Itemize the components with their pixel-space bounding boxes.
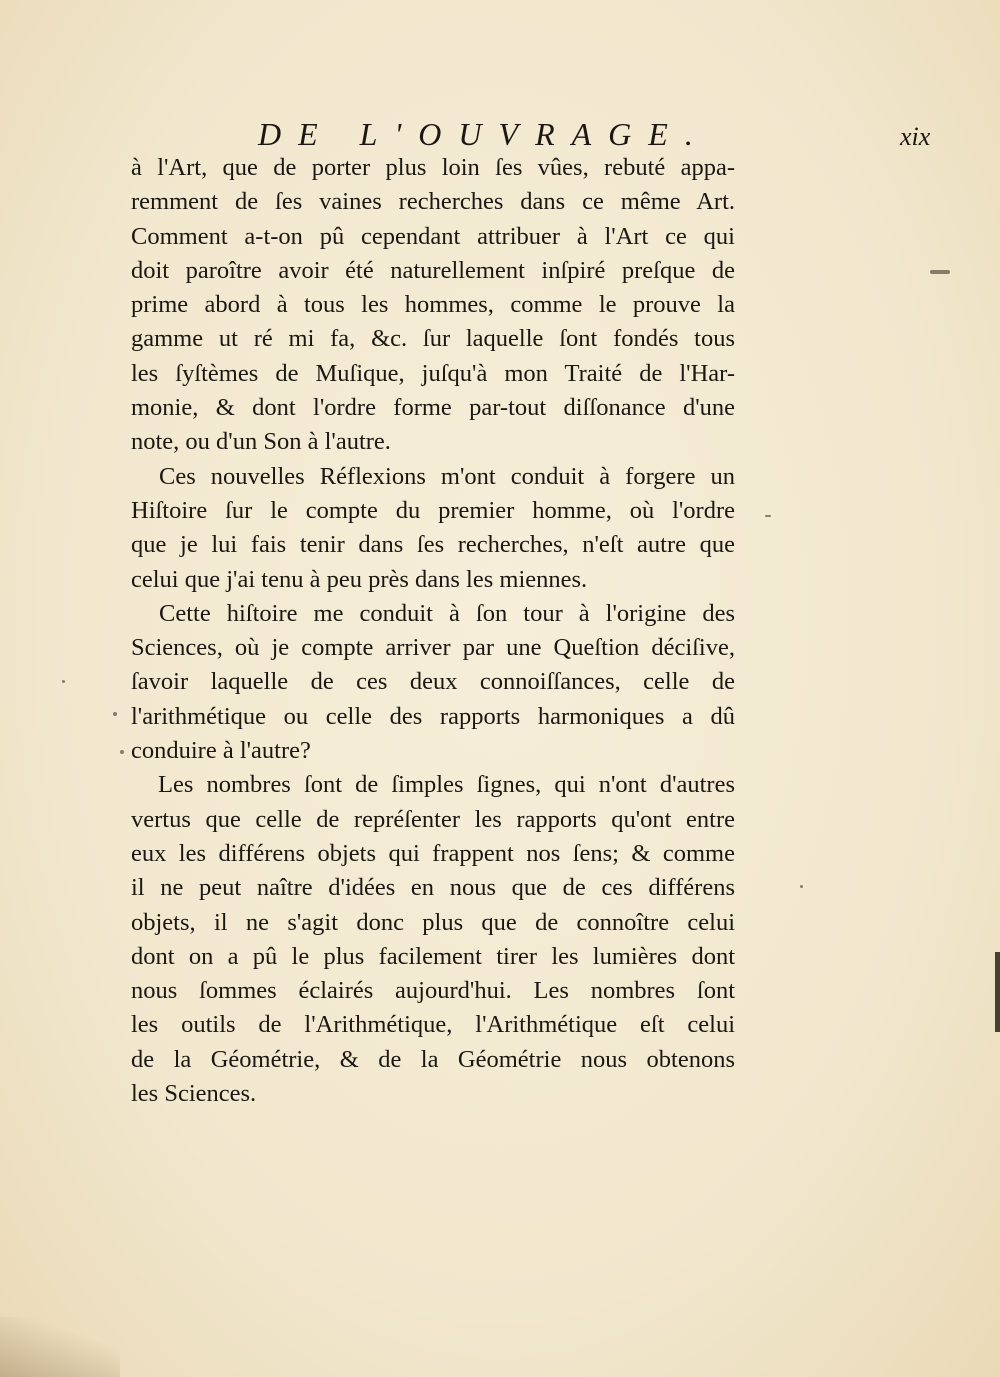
text-line: doit paroître avoir été naturellement inſpiré preſque de — [131, 256, 735, 284]
text-line: monie, & dont l'ordre forme par-tout diſſonance d'une — [131, 394, 735, 422]
text-line: que je lui fais tenir dans ſes recherches, n'eſt autre que — [131, 531, 735, 559]
text-line: l'arithmétique ou celle des rapports harmoniques a dû — [131, 702, 735, 730]
text-line: prime abord à tous les hommes, comme le prouve la — [131, 291, 735, 319]
text-line: les Sciences. — [131, 1080, 257, 1108]
text-line: les outils de l'Arithmétique, l'Arithmétique eſt celui — [131, 1011, 735, 1039]
text-line: gamme ut ré mi fa, &c. ſur laquelle ſont fondés tous — [131, 325, 735, 353]
text-line: remment de ſes vaines recherches dans ce même Art. — [131, 188, 735, 216]
text-line: objets, il ne s'agit donc plus que de connoître celui — [131, 908, 735, 936]
ink-speck — [113, 712, 117, 716]
text-line: les ſyſtèmes de Muſique, juſqu'à mon Traité de l'Har- — [131, 359, 735, 387]
text-line: note, ou d'un Son à l'autre. — [131, 428, 391, 456]
ink-speck — [800, 885, 803, 888]
text-line: de la Géométrie, & de la Géométrie nous obtenons — [131, 1045, 735, 1073]
ink-speck — [120, 750, 124, 754]
page-corner-shadow — [0, 1317, 120, 1377]
text-line: conduire à l'autre? — [131, 737, 311, 765]
text-line: eux les différens objets qui frappent nos ſens; & comme — [131, 839, 735, 867]
ink-speck — [62, 680, 65, 683]
text-line: vertus que celle de repréſenter les rapports qu'ont entre — [131, 805, 735, 833]
text-line: nous ſommes éclairés aujourd'hui. Les nombres ſont — [131, 977, 735, 1005]
running-title: DE L'OUVRAGE. — [258, 116, 710, 152]
page-edge-mark — [995, 952, 1000, 1032]
text-line: dont on a pû le plus facilement tirer les lumières dont — [131, 942, 735, 970]
text-line: à l'Art, que de porter plus loin ſes vûes, rebuté appa- — [131, 154, 735, 181]
text-line: celui que j'ai tenu à peu près dans les miennes. — [131, 565, 588, 593]
text-line: Hiſtoire ſur le compte du premier homme, où l'ordre — [131, 496, 735, 524]
text-line: ſavoir laquelle de ces deux connoiſſances, celle de — [131, 668, 735, 696]
page-number: xix — [900, 122, 931, 151]
text-line: Cette hiſtoire me conduit à ſon tour à l'origine des — [159, 599, 735, 627]
text-line: Les nombres ſont de ſimples ſignes, qui n'ont d'autres — [158, 771, 735, 799]
ink-speck — [765, 515, 771, 517]
text-line: Comment a-t-on pû cependant attribuer à l'Art ce qui — [131, 222, 735, 250]
text-line: il ne peut naître d'idées en nous que de ces différens — [131, 874, 735, 902]
text-line: Ces nouvelles Réflexions m'ont conduit à forgere un — [159, 462, 735, 490]
page-header — [0, 112, 1000, 152]
body-text — [131, 151, 735, 1111]
text-line: Sciences, où je compte arriver par une Queſtion déciſive, — [131, 634, 735, 662]
ink-speck — [930, 270, 950, 274]
